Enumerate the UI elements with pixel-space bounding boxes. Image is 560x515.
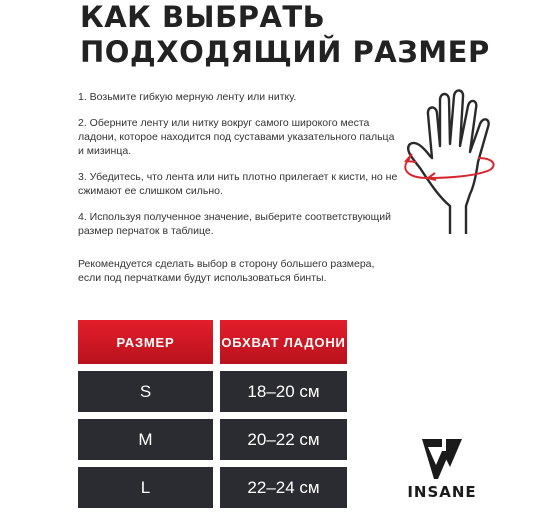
size-table xyxy=(71,313,354,515)
page-title xyxy=(80,0,490,70)
range-cell: 22–24 см xyxy=(220,467,347,508)
table-row xyxy=(78,419,347,460)
table-header-row xyxy=(78,320,347,364)
step-2: 2. Оберните ленту или нитку вокруг самого широкого места ладони, которое находится под суставами указательного пальца и мизинца. xyxy=(78,117,395,157)
table-row xyxy=(78,467,347,508)
size-cell: M xyxy=(78,419,213,460)
header-palm-girth: ОБХВАТ ЛАДОНИ xyxy=(220,320,347,364)
insane-logo-icon xyxy=(392,437,492,483)
step-3: 3. Убедитесь, что лента или нить плотно прилегает к кисти, но не сжимают ее слишком сильно. xyxy=(78,171,398,197)
hand-measure-icon xyxy=(398,88,516,234)
size-cell: L xyxy=(78,467,213,508)
range-cell: 18–20 см xyxy=(220,371,347,412)
logo-text: INSANE xyxy=(407,483,477,501)
step-4: 4. Используя полученное значение, выберите соответствующий размер перчаток в таблице. xyxy=(78,211,392,237)
title-line-1: КАК ВЫБРАТЬ xyxy=(80,0,326,34)
step-1: 1. Возьмите гибкую мерную ленту или нитку. xyxy=(78,91,297,103)
instructions-list xyxy=(78,90,398,250)
title-line-2: ПОДХОДЯЩИЙ РАЗМЕР xyxy=(80,35,490,69)
header-size: РАЗМЕР xyxy=(78,320,213,364)
range-cell: 20–22 см xyxy=(220,419,347,460)
table-row xyxy=(78,371,347,412)
brand-logo xyxy=(392,437,492,503)
recommendation-note: Рекомендуется сделать выбор в сторону большего размера, если под перчатками будут использоваться бинты. xyxy=(78,258,375,284)
size-cell: S xyxy=(78,371,213,412)
